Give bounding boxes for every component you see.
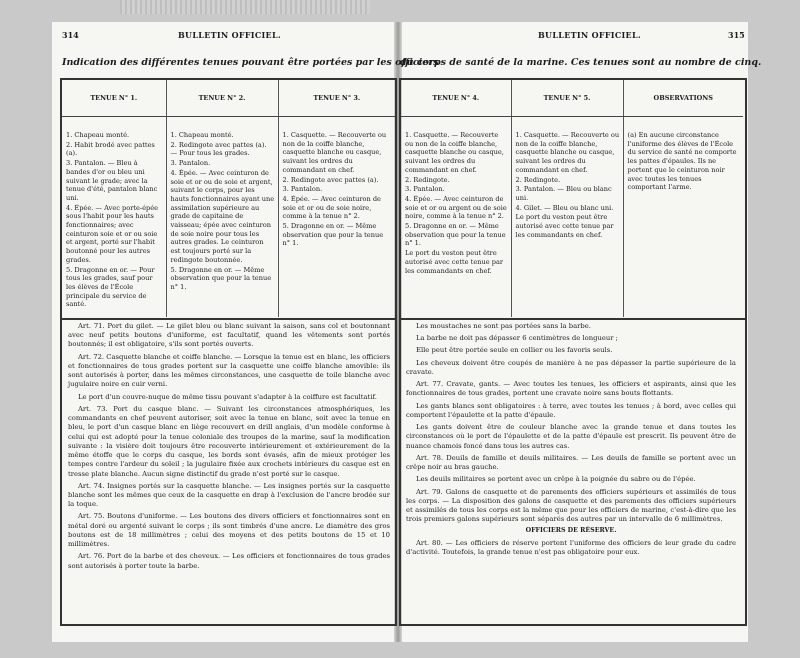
- tenue-5-item: 1. Casquette. — Recouverte ou non de la coiffe blanche, casquette blanche ou casque, suivant les ordres du commandant en chef.: [515, 131, 620, 174]
- left-article-column: [68, 322, 390, 574]
- tenue-2-item: 4. Épée. — Avec ceinturon de soie et or ou de soie et argent, suivant le corps, pour les hauts fonctionnaires ayant une assimilation supérieure au grade de capitaine de vaisseau; épée avec ceinturon de soie noire pour tous les autres grades. Le ceinturon est toujours porté sur la redingote boutonnée.: [170, 168, 275, 264]
- tenue-2-item: 3. Pantalon.: [170, 159, 211, 168]
- section-heading-reserve: OFFICIERS DE RÉSERVE.: [525, 527, 617, 535]
- scan-noise: [120, 0, 370, 14]
- tenue-5-item: 2. Redingote.: [515, 175, 561, 184]
- article-79: Art. 79. Galons de casquette et de parements des officiers supérieurs et assimilés de tous les corps. — La disposition des galons de casquette et des parements des officiers supérieurs et assimilés de tous les corps est la même que pour les officiers de marine, c'est-à-dire que les trois premiers galons supérieurs sont séparés des autres par un intervalle de 6 millimètres.: [406, 487, 736, 524]
- tenue-5-item: 3. Pantalon. — Bleu ou blanc uni.: [515, 185, 612, 202]
- article-76-cont: La barbe ne doit pas dépasser 6 centimètres de longueur ;: [416, 334, 618, 343]
- left-caption: Indication des différentes tenues pouvant être portées par les officiers: [62, 57, 439, 68]
- tenues-table-right: [401, 80, 743, 317]
- tenue-2-cell: [166, 117, 278, 317]
- tenue-3-item: 4. Épée. — Avec ceinturon de soie et or ou de soie noire, comme à la tenue n° 2.: [282, 194, 381, 221]
- tenue-5-cell: [511, 117, 623, 317]
- tenue-3-item: 1. Casquette. — Recouverte ou non de la coiffe blanche, casquette blanche ou casque, suivant les ordres du commandant en chef.: [282, 131, 387, 174]
- tenue-4-item: 1. Casquette. — Recouverte ou non de la coiffe blanche, casquette blanche ou casque, suivant les ordres du commandant en chef.: [405, 131, 504, 174]
- article-76-cont: Les moustaches ne sont pas portées sans la barbe.: [416, 322, 591, 330]
- left-page-number: 314: [62, 30, 79, 40]
- tenue-1-cell: [62, 117, 166, 317]
- article-76: Art. 76. Port de la barbe et des cheveux. — Les officiers et fonctionnaires de tous grades sont autorisés à porter toute la barbe.: [68, 552, 390, 570]
- article-75: Art. 75. Boutons d'uniforme. — Les boutons des divers officiers et fonctionnaires sont en métal doré ou argenté suivant le corps ; ils sont timbrés d'une ancre. Le diamètre des gros boutons est de 18 millimètres ; celui des moyens et des petits boutons de 15 et 10 millimètres.: [68, 512, 390, 549]
- article-78-cont: Les deuils militaires se portent avec un crêpe à la poignée du sabre ou de l'épée.: [416, 475, 696, 484]
- tenue-1-item: 5. Dragonne en or. — Pour tous les grades, sauf pour les élèves de l'École principale du service de santé.: [66, 265, 155, 309]
- right-running-head: BULLETIN OFFICIEL.: [538, 30, 641, 40]
- tenue-2-item: 1. Chapeau monté.: [170, 131, 234, 139]
- tenue-5-note: Le port du veston peut être autorisé avec cette tenue par les commandants en chef.: [515, 213, 614, 239]
- article-78: Art. 78. Deuils de famille et deuils militaires. — Les deuils de famille se portent avec un crêpe noir au bras gauche.: [406, 453, 736, 472]
- article-77-cont: Les gants doivent être de couleur blanche avec la grande tenue et dans toutes les circonstances où le port de l'épaulette et de la patte d'épaule est prescrit. Ils peuvent être de nuance chamois foncé dans tous les autres cas.: [406, 423, 736, 450]
- tenue-4-item: 2. Redingote.: [405, 175, 450, 184]
- right-page-number: 315: [728, 30, 745, 40]
- article-74: Art. 74. Insignes portés sur la casquette blanche. — Les insignes portés sur la casquette blanche sont les mêmes que ceux de la casquette en drap à l'exclusion de l'ancre brodée sur la toque.: [68, 481, 390, 509]
- tenue-3-item: 3. Pantalon.: [282, 185, 323, 194]
- tenue-4-cell: [401, 117, 511, 317]
- article-80: Art. 80. — Les officiers de réserve portent l'uniforme des officiers de leur grade du cadre d'activité. Toutefois, la grande tenue n'est pas obligatoire pour eux.: [406, 539, 736, 557]
- left-running-head: BULLETIN OFFICIEL.: [178, 30, 281, 40]
- tenues-table-left: [62, 80, 395, 317]
- tenue-3-item: 5. Dragonne en or. — Même observation que pour la tenue n° 1.: [282, 222, 384, 248]
- header-observations: OBSERVATIONS: [623, 80, 743, 117]
- article-77: Art. 77. Cravate, gants. — Avec toutes les tenues, les officiers et aspirants, ainsi que les fonctionnaires de tous grades, portent une cravate noire sans bouts flottants.: [406, 380, 736, 398]
- tenue-3-item: 2. Redingote avec pattes (a).: [282, 175, 379, 184]
- tenue-4-note: Le port du veston peut être autorisé avec cette tenue par les commandants en chef.: [405, 249, 504, 275]
- observations-cell: [623, 117, 743, 317]
- tenue-5-item: 4. Gilet. — Bleu ou blanc uni.: [515, 203, 614, 212]
- article-72: Art. 72. Casquette blanche et coiffe blanche. — Lorsque la tenue est en blanc, les officiers et fonctionnaires de tous grades portent sur la casquette une coiffe blanche amovible: ils sont autorisés à porter, dans les mêmes circonstances, une casquette de toile blanche avec jugulaire noire en cuir verni.: [68, 352, 390, 389]
- right-caption: du corps de santé de la marine. Ces tenues sont au nombre de cinq.: [400, 57, 762, 68]
- header-tenue-1: TENUE N° 1.: [62, 80, 166, 117]
- tenue-2-item: 5. Dragonne en or. — Même observation que pour la tenue n° 1.: [170, 265, 272, 291]
- tenue-4-item: 3. Pantalon.: [405, 185, 445, 194]
- observation-note: (a) En aucune circonstance l'uniforme des élèves de l'École du service de santé ne comporte les pattes d'épaules. Ils ne portent que le ceinturon noir avec toutes les tenues comportant l'arme.: [627, 131, 737, 192]
- article-76-cont: Les cheveux doivent être coupés de manière à ne pas dépasser la partie supérieure de la cravate.: [406, 358, 736, 376]
- header-tenue-4: TENUE N° 4.: [401, 80, 511, 117]
- article-77-cont: Les gants blancs sont obligatoires : à terre, avec toutes les tenues ; à bord, avec celles qui comportent l'épaulette et la patte d'épaule.: [406, 401, 736, 419]
- article-72-note: Le port d'un couvre-nuque de même tissu pouvant s'adapter à la coiffure est facultatif.: [78, 392, 377, 401]
- tenue-3-cell: [278, 117, 395, 317]
- header-tenue-2: TENUE N° 2.: [166, 80, 278, 117]
- article-71: Art. 71. Port du gilet. — Le gilet bleu ou blanc suivant la saison, sans col et boutonnant avec neuf petits boutons d'uniforme, est facultatif, quand les vêtements sont portés boutonnés; il est obligatoire, s'ils sont portés ouverts.: [68, 322, 390, 349]
- tenue-1-item: 3. Pantalon. — Bleu à bandes d'or ou bleu uni suivant le grade; avec la tenue d'été, pantalon blanc uni.: [66, 159, 158, 202]
- tenue-1-item: 2. Habit brodé avec pattes (a).: [66, 140, 155, 158]
- tenue-4-item: 4. Épée. — Avec ceinturon de soie et or ou argent ou de soie noire, comme à la tenue n° 2.: [405, 194, 507, 221]
- header-tenue-5: TENUE N° 5.: [511, 80, 623, 117]
- article-76-cont: Elle peut être portée seule en collier ou les favoris seuls.: [416, 346, 613, 355]
- tenue-1-item: 1. Chapeau monté.: [66, 131, 130, 139]
- tenue-4-item: 5. Dragonne en or. — Même observation que pour la tenue n° 1.: [405, 222, 506, 248]
- right-article-column: [406, 322, 736, 560]
- tenue-2-item: 2. Redingote avec pattes (a). — Pour tous les grades.: [170, 140, 267, 158]
- article-73: Art. 73. Port du casque blanc. — Suivant les circonstances atmosphériques, les commandants en chef peuvent autoriser, soit avec la tenue en blanc, soit avec la tenue en bleu, le port d'un casque blanc en liège recouvert en drill anglais, d'un modèle conforme à celui qui est adopté pour la tenue coloniale des troupes de la marine, sauf la modification suivante : la visière doit toujours être recouverte intérieurement et extérieurement de la même étoffe que le corps du casque, les bords sont évasés, afin de mieux protéger les tempes contre l'ardeur du soleil ; la jugulaire fixée aux crochets intérieurs du casque est en tresse plate blanche. Aucun signe distinctif du grade n'est porté sur le casque.: [68, 404, 390, 478]
- header-tenue-3: TENUE N° 3.: [278, 80, 395, 117]
- tenue-1-item: 4. Épée. — Avec porte-épée sous l'habit pour les hauts fonctionnaires; avec ceinturon soie et or ou soie et argent, porté sur l'habit boutonné pour les autres grades.: [66, 203, 159, 264]
